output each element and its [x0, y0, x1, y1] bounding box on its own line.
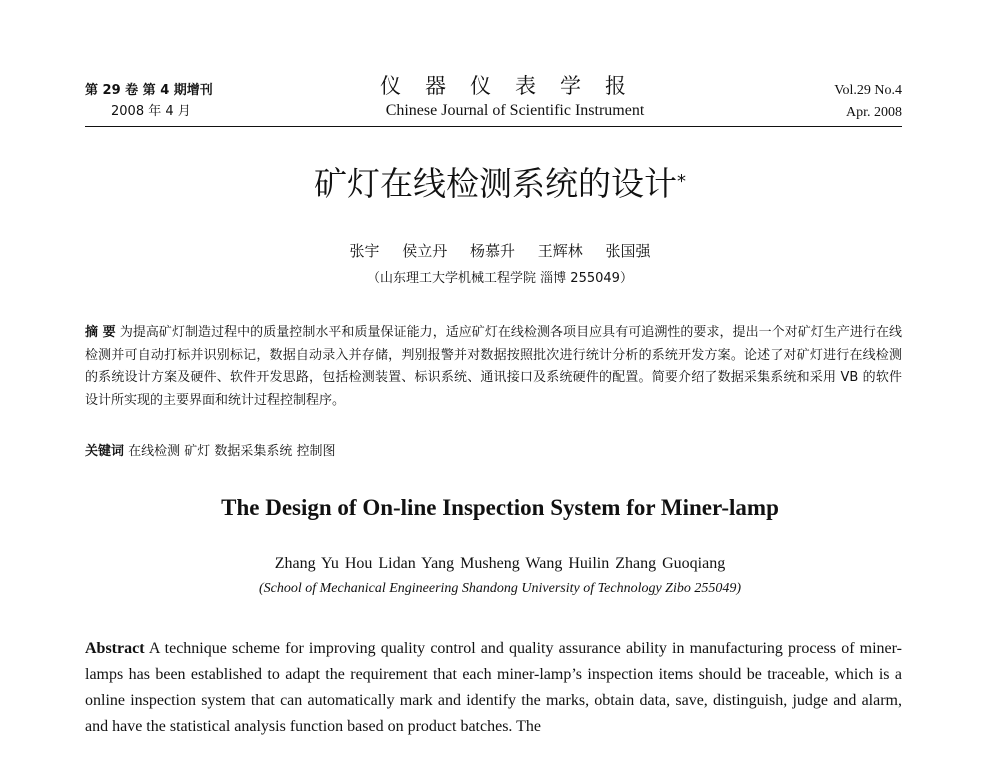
paper-title-cn-text: 矿灯在线检测系统的设计: [314, 164, 677, 203]
affiliation-cn: （山东理工大学机械工程学院 淄博 255049）: [367, 271, 633, 286]
abstract-en: [85, 636, 902, 740]
volume-issue-en: Vol.29 No.4: [834, 83, 902, 98]
authors-en: Zhang Yu Hou Lidan Yang Musheng Wang Huilin Zhang Guoqiang: [274, 555, 726, 572]
abstract-cn-text: 为提高矿灯制造过程中的质量控制水平和质量保证能力，适应矿灯在线检测各项目应具有可追溯性的要求，提出一个对矿灯生产进行在线检测并可自动打标并识别标记，数据自动录入并存储，判别报警并对数据按照批次进行统计分析的系统开发方案。论述了对矿灯进行在线检测的系统设计方案及硬件、软件开发思路，包括检测装置、标识系统、通讯接口及系统硬件的配置。简要介绍了数据采集系统和采用 VB 的软件设计所实现的主要界面和统计过程控制程序。: [85, 325, 902, 408]
volume-issue-cn: 第 29 卷 第 4 期增刊: [85, 83, 213, 98]
abstract-en-label: Abstract: [85, 640, 145, 657]
journal-name-block: [340, 72, 690, 122]
authors-cn: 张宇 侯立丹 杨慕升 王辉林 张国强: [349, 242, 651, 260]
keywords-cn-label: 关键词: [85, 444, 125, 459]
date-en: Apr. 2008: [846, 105, 902, 120]
header-divider: [85, 126, 902, 127]
abstract-cn-label: 摘 要: [85, 325, 116, 340]
date-cn: 2008 年 4 月: [111, 104, 191, 119]
header-volume-en-block: [834, 80, 902, 124]
abstract-cn: [85, 322, 902, 412]
paper-title-cn: [0, 162, 1000, 206]
abstract-en-text: A technique scheme for improving quality control and quality assurance ability in manufacturing process of miner-lamps has been established to adapt the requirement that each miner-lamp’s inspection items should be traceable, which is a online inspection system that can automatically mark and identify the marks, obtain data, save, distinguish, judge and alarm, and have the statistical analysis function based on product batches. The: [85, 640, 902, 735]
footnote-marker: *: [677, 171, 686, 192]
affiliation-en: (School of Mechanical Engineering Shandong University of Technology Zibo 255049): [258, 581, 742, 596]
journal-name-en: Chinese Journal of Scientific Instrument: [385, 102, 645, 119]
keywords-cn-text: 在线检测 矿灯 数据采集系统 控制图: [128, 444, 336, 459]
header-volume-block: [85, 80, 213, 122]
keywords-cn: [85, 441, 902, 463]
paper-title-en: The Design of On-line Inspection System for Miner-lamp: [221, 495, 779, 520]
journal-name-cn: 仪器仪表学报: [380, 74, 650, 98]
